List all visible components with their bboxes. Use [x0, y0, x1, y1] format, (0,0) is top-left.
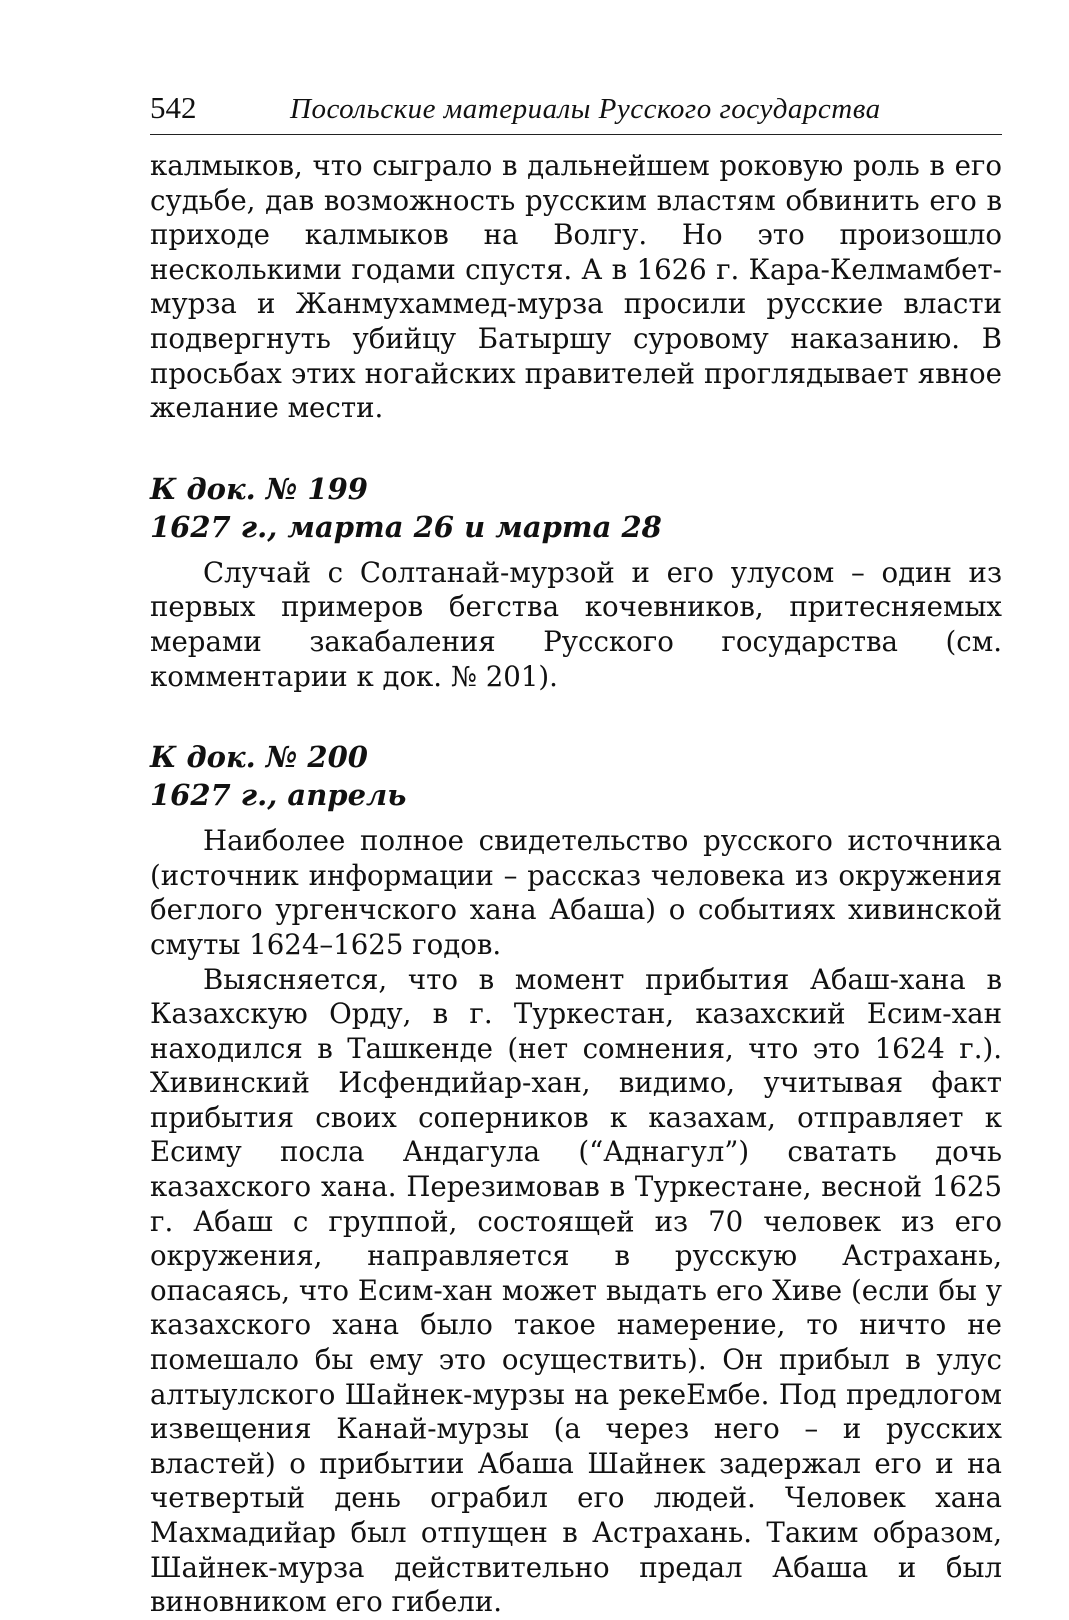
intro-paragraph: калмыков, что сыграло в дальнейшем роковую роль в его судьбе, дав возможность русским властям обвинить его в приходе калмыков на Волгу. Но это произошло несколькими годами спустя. А в 1626 г. Кара-Келмамбет-мурза и Жанмухаммед-мурза просили русские власти подвергнуть убийцу Батыршу суровому наказанию. В просьбах этих ногайских правителей проглядывает явное желание мести.	[150, 149, 1002, 425]
section-paragraph: Случай с Солтанай-мурзой и его улусом – один из первых примеров бегства кочевников, притесняемых мерами закабаления Русского государства (см. комментарии к док. № 201).	[150, 555, 1002, 693]
section-doc-ref: К док. № 200	[150, 740, 368, 775]
section-paragraph: Наиболее полное свидетельство русского источника (источник информации – рассказ человека из окружения беглого ургенчского хана Абаша) о событиях хивинской смуты 1624–1625 годов.	[150, 824, 1002, 961]
section-paragraph: Выясняется, что в момент прибытия Абаш-хана в Казахскую Орду, в г. Туркестан, казахский Есим-хан находился в Ташкенде (нет сомнения, что это 1624 г.). Хивинский Исфендийар-хан, видимо, учитывая факт прибытия своих соперников к казахам, отправляет к Есиму посла Андагула (“Аднагул”) сватать дочь казахского хана. Перезимовав в Туркестане, весной 1625 г. Абаш с группой, состоящей из 70 человек из его окружения, направляется в русскую Астрахань, опасаясь, что Есим-хан может выдать его Хиве (если бы у казахского хана было такое намерение, то ничто не помешало бы ему это осуществить). Он прибыл в улус алтыулского Шайнек-мурзы на рекеЕмбе. Под предлогом извещения Канай-мурзы (а через него – и русских властей) о прибытии Абаша Шайнек задержал его и на четвертый день ограбил его людей. Человек хана Махмадийар был отпущен в Астрахань. Таким образом, Шайнек-мурза действительно предал Абаша и был виновником его гибели.	[150, 962, 1002, 1619]
running-header	[150, 90, 1002, 135]
section-date: 1627 г., апрель	[150, 778, 407, 813]
commentary-section-200	[150, 738, 1002, 1620]
commentary-section-199	[150, 470, 1002, 694]
section-doc-ref: К док. № 199	[150, 471, 368, 506]
page-number: 542	[150, 90, 197, 125]
document-page	[150, 90, 1002, 1620]
running-title: Посольские материалы Русского государства	[290, 93, 881, 125]
section-date: 1627 г., марта 26 и марта 28	[150, 509, 662, 544]
page-content	[150, 149, 1002, 1620]
